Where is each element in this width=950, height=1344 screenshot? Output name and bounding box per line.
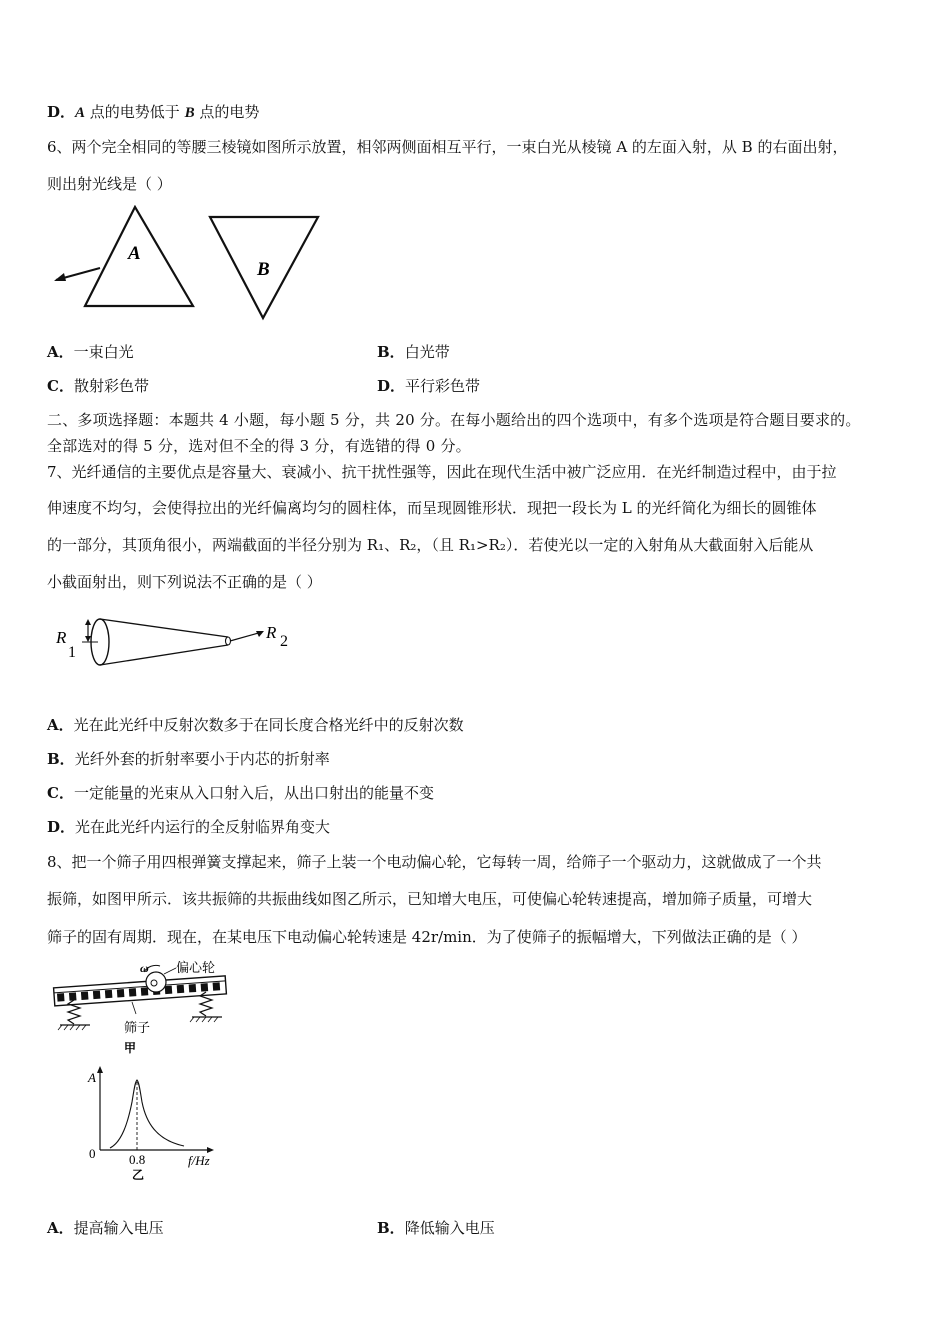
y-axis-arrowhead bbox=[97, 1066, 103, 1073]
r2-label: R bbox=[266, 623, 277, 642]
y-axis-label: A bbox=[88, 1070, 96, 1085]
origin-label: 0 bbox=[89, 1146, 96, 1161]
q7-stem-line-4: 小截面射出，则下列说法不正确的是（ ） bbox=[47, 573, 322, 591]
cone-bottom-edge bbox=[100, 645, 228, 665]
option-label: D． bbox=[47, 818, 76, 836]
small-cross-section bbox=[226, 637, 231, 645]
option-label: A． bbox=[47, 343, 74, 361]
option-text: 一定能量的光束从入口射入后，从出口射出的能量不变 bbox=[73, 784, 434, 802]
q8-stem-line-3: 筛子的固有周期．现在，在某电压下电动偏心轮转速是 42r/min．为了使筛子的振幅增大，下列做法正确的是（ ） bbox=[47, 928, 807, 946]
option-label: D． bbox=[47, 103, 76, 121]
option-text: 一束白光 bbox=[73, 343, 134, 361]
q5-option-d bbox=[47, 102, 259, 123]
omega-label: ω bbox=[140, 961, 149, 975]
q7-stem-line-2: 伸速度不均匀，会使得拉出的光纤偏离均匀的圆柱体，而呈现圆锥形状．现把一段长为 L 的光纤简化为细长的圆锥体 bbox=[47, 499, 817, 517]
option-text: 散射彩色带 bbox=[73, 377, 149, 395]
r2-arrowhead bbox=[256, 631, 264, 637]
cone-top-edge bbox=[100, 619, 228, 637]
figure-jia-caption: 甲 bbox=[124, 1041, 137, 1055]
q7-stem-line-1: 7、光纤通信的主要优点是容量大、衰减小、抗干扰性强等，因此在现代生活中被广泛应用．在光纤制造过程中，由于拉 bbox=[47, 463, 837, 481]
option-text-end: 点的电势 bbox=[194, 103, 260, 121]
section-2-heading-line-2: 全部选对的得 5 分，选对但不全的得 3 分，有选错的得 0 分。 bbox=[47, 437, 471, 455]
r1-arrow-down bbox=[85, 636, 91, 642]
option-label: B． bbox=[377, 343, 405, 361]
q8-option-b bbox=[377, 1218, 495, 1238]
option-label: D． bbox=[377, 377, 406, 395]
sieve-figure bbox=[48, 958, 238, 1056]
option-label: C． bbox=[47, 784, 74, 802]
point-b-label: B bbox=[184, 105, 195, 121]
q6-stem-line-1: 6、两个完全相同的等腰三棱镜如图所示放置，相邻两侧面相互平行，一束白光从棱镜 A 的左面入射，从 B 的右面出射， bbox=[47, 138, 848, 156]
q6-option-a bbox=[47, 342, 134, 362]
option-label: A． bbox=[47, 1219, 74, 1237]
option-label: C． bbox=[47, 377, 74, 395]
ground-left-hatch bbox=[58, 1025, 86, 1030]
sieve-board bbox=[54, 976, 227, 1006]
option-label: B． bbox=[377, 1219, 405, 1237]
point-a-label: A bbox=[75, 105, 86, 121]
q6-stem-line-2: 则出射光线是（ ） bbox=[47, 175, 172, 193]
q7-option-c bbox=[47, 783, 434, 803]
option-text-mid: 点的电势低于 bbox=[85, 103, 185, 121]
option-text: 光在此光纤中反射次数多于在同长度合格光纤中的反射次数 bbox=[73, 716, 464, 734]
section-2-heading-line-1: 二、多项选择题：本题共 4 小题，每小题 5 分，共 20 分。在每小题给出的四个选项中，有多个选项是符合题目要求的。 bbox=[47, 411, 861, 429]
q6-option-c bbox=[47, 376, 149, 396]
ground-right-hatch bbox=[190, 1017, 218, 1022]
eccentric-wheel bbox=[146, 972, 166, 992]
wheel-leader-line bbox=[164, 968, 176, 974]
sieve-leader-line bbox=[132, 1002, 136, 1014]
x-axis-label: f/Hz bbox=[188, 1153, 210, 1168]
option-text: 光在此光纤内运行的全反射临界角变大 bbox=[75, 818, 331, 836]
q6-option-b bbox=[377, 342, 450, 362]
q7-option-b bbox=[47, 749, 330, 769]
sieve-label: 筛子 bbox=[124, 1020, 151, 1035]
prism-figure bbox=[50, 205, 330, 323]
r1-subscript: 1 bbox=[68, 644, 76, 661]
option-text: 平行彩色带 bbox=[405, 377, 481, 395]
option-text: 降低输入电压 bbox=[404, 1219, 495, 1237]
peak-frequency-label: 0.8 bbox=[129, 1152, 146, 1167]
option-label: A． bbox=[47, 716, 74, 734]
figure-yi-caption: 乙 bbox=[132, 1168, 145, 1182]
q7-option-a bbox=[47, 715, 464, 735]
r2-subscript: 2 bbox=[280, 633, 288, 650]
option-label: B． bbox=[47, 750, 75, 768]
fiber-cone-figure bbox=[52, 612, 302, 672]
r1-label: R bbox=[56, 628, 67, 647]
wheel-label: 偏心轮 bbox=[176, 960, 216, 975]
q8-stem-line-1: 8、把一个筛子用四根弹簧支撑起来，筛子上装一个电动偏心轮，它每转一周，给筛子一个驱动力，这就做成了一个共 bbox=[47, 853, 822, 871]
q8-option-a bbox=[47, 1218, 164, 1238]
prism-a-label: A bbox=[128, 243, 141, 264]
option-text: 光纤外套的折射率要小于内芯的折射率 bbox=[74, 750, 330, 768]
q6-option-d bbox=[377, 376, 480, 396]
q7-stem-line-3: 的一部分，其顶角很小，两端截面的半径分别为 R₁、R₂，（且 R₁>R₂）．若使光以一定的入射角从大截面射入后能从 bbox=[47, 536, 814, 554]
prism-b-label: B bbox=[257, 259, 270, 280]
option-text: 白光带 bbox=[404, 343, 450, 361]
r1-arrow-up bbox=[85, 619, 91, 625]
resonance-curve bbox=[110, 1080, 184, 1148]
option-text: 提高输入电压 bbox=[73, 1219, 164, 1237]
q8-stem-line-2: 振筛，如图甲所示．该共振筛的共振曲线如图乙所示，已知增大电压，可使偏心轮转速提高，增加筛子质量，可增大 bbox=[47, 890, 813, 908]
incident-ray-arrowhead bbox=[54, 273, 66, 281]
resonance-curve-figure bbox=[80, 1062, 230, 1184]
q7-option-d bbox=[47, 817, 330, 837]
